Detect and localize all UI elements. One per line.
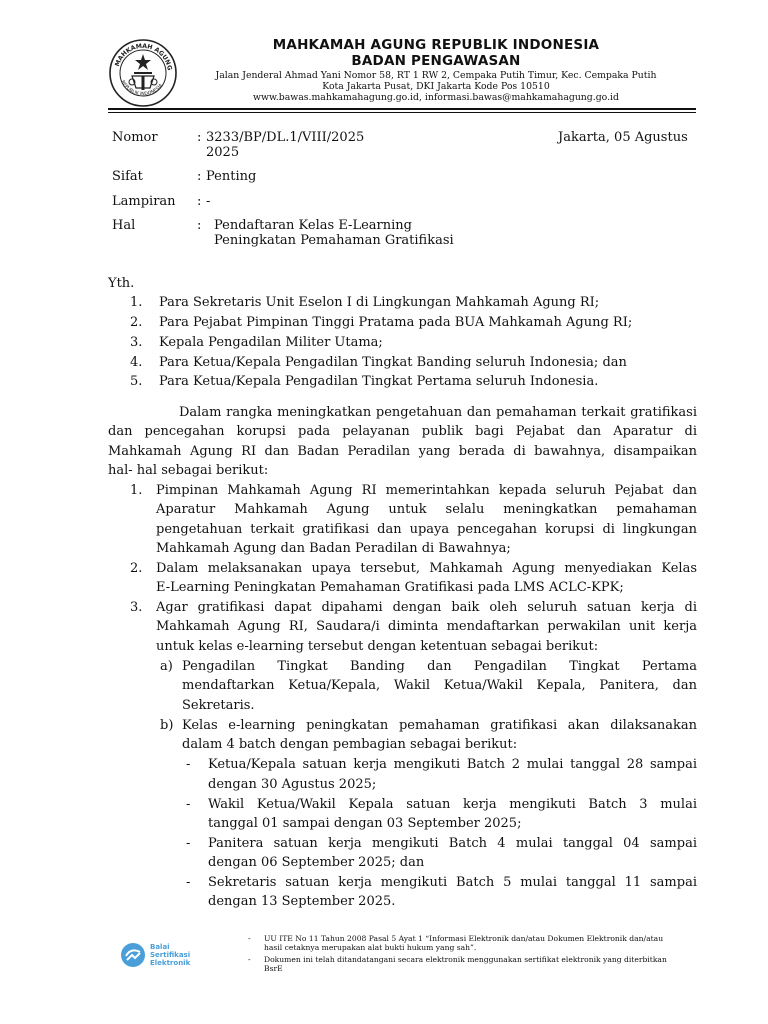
svg-text:REPUBLIK INDONESIA: REPUBLIK INDONESIA (119, 79, 165, 98)
nomor-value: 3233/BP/DL.1/VIII/2025 (206, 130, 365, 145)
batch-line: Panitera satuan kerja mengikuti Batch 4 mulai tanggal 04 sampai (208, 836, 697, 851)
intro-line: hal- hal sebagai berikut: (108, 463, 269, 478)
header-divider-thin (108, 112, 696, 113)
intro-line: dan pencegahan korupsi pada pelayanan publik bagi Pejabat dan Aparatur di (108, 424, 697, 439)
recipient-item: Para Sekretaris Unit Eselon I di Lingkungan Mahkamah Agung RI; (159, 295, 600, 310)
colon: : (197, 194, 202, 209)
hal-label: Hal (112, 218, 136, 233)
batch-line: Wakil Ketua/Wakil Kepala satuan kerja mengikuti Batch 3 mulai (208, 797, 697, 812)
recipient-number: 5. (130, 374, 143, 389)
bsre-text: Elektronik (150, 959, 191, 967)
nomor-value-cont: 2025 (206, 145, 240, 160)
batch-line: tanggal 01 sampai dengan 03 September 2025; (208, 816, 522, 831)
bsre-logo (120, 940, 204, 970)
footnote-line: UU ITE No 11 Tahun 2008 Pasal 5 Ayat 1 “Informasi Elektronik dan/atau Dokumen Elektronik dan/atau (264, 934, 664, 943)
point-line: Agar gratifikasi dapat dipahami dengan baik oleh seluruh satuan kerja di (156, 600, 697, 615)
footnote-line: Dokumen ini telah ditandatangani secara elektronik menggunakan sertifikat elektronik yang diterbitkan (264, 955, 667, 964)
address-line-2: Kota Jakarta Pusat, DKI Jakarta Kode Pos 10510 (322, 81, 550, 92)
lampiran-value: - (206, 194, 211, 209)
point-line: Mahkamah Agung RI, Saudara/i diminta mendaftarkan perwakilan unit kerja (156, 619, 697, 634)
point-line: Dalam melaksanakan upaya tersebut, Mahkamah Agung menyediakan Kelas (156, 561, 697, 576)
batch-line: dengan 06 September 2025; dan (208, 855, 425, 870)
point-line: pengetahuan terkait gratifikasi dan upaya pencegahan korupsi di lingkungan (156, 522, 697, 537)
recipient-item: Para Ketua/Kepala Pengadilan Tingkat Pertama seluruh Indonesia. (159, 374, 599, 389)
svg-text:MAHKAMAH AGUNG: MAHKAMAH AGUNG (113, 42, 173, 71)
hal-value-cont: Peningkatan Pemahaman Gratifikasi (214, 233, 454, 248)
recipient-number: 2. (130, 315, 143, 330)
batch-line: dengan 13 September 2025. (208, 894, 396, 909)
point-number: 1. (130, 483, 143, 498)
colon: : (197, 218, 202, 233)
intro-line: Mahkamah Agung RI dan Badan Peradilan yang berada di bawahnya, disampaikan (108, 444, 697, 459)
batch-line: dengan 30 Agustus 2025; (208, 777, 377, 792)
hal-value: Pendaftaran Kelas E-Learning (214, 218, 412, 233)
sifat-label: Sifat (112, 169, 143, 184)
point-number: 3. (130, 600, 143, 615)
subpoint-line: Pengadilan Tingkat Banding dan Pengadilan Tingkat Pertama (182, 659, 697, 674)
footnote-line: BsrE (264, 964, 283, 973)
recipient-number: 4. (130, 355, 143, 370)
bsre-icon (120, 942, 146, 968)
subpoint-label: b) (160, 718, 174, 733)
seal-icon (108, 38, 178, 108)
subpoint-line: dalam 4 batch dengan pembagian sebagai berikut: (182, 737, 518, 752)
address-line-3: www.bawas.mahkamahagung.go.id, informasi.bawas@mahkamahagung.go.id (253, 92, 619, 103)
org-subtitle: BADAN PENGAWASAN (351, 53, 521, 69)
salutation: Yth. (108, 276, 135, 291)
dash-bullet: - (186, 836, 191, 851)
recipient-number: 3. (130, 335, 143, 350)
intro-line: Dalam rangka meningkatkan pengetahuan dan pemahaman terkait gratifikasi (179, 405, 697, 420)
address-line-1: Jalan Jenderal Ahmad Yani Nomor 58, RT 1 RW 2, Cempaka Putih Timur, Kec. Cempaka Putih (215, 70, 657, 81)
recipient-item: Para Pejabat Pimpinan Tinggi Pratama pada BUA Mahkamah Agung RI; (159, 315, 633, 330)
nomor-label: Nomor (112, 130, 158, 145)
dash-bullet: - (186, 875, 191, 890)
point-line: Mahkamah Agung dan Badan Peradilan di Bawahnya; (156, 541, 511, 556)
point-number: 2. (130, 561, 143, 576)
point-line: Pimpinan Mahkamah Agung RI memerintahkan kepada seluruh Pejabat dan (156, 483, 697, 498)
batch-line: Sekretaris satuan kerja mengikuti Batch 5 mulai tanggal 11 sampai (208, 875, 697, 890)
recipient-number: 1. (130, 295, 143, 310)
footnote-bullet: - (248, 934, 251, 943)
header-divider (108, 108, 696, 110)
dash-bullet: - (186, 757, 191, 772)
colon: : (197, 169, 202, 184)
bsre-text: Sertifikasi (150, 951, 191, 959)
bsre-text: Balai (150, 943, 170, 951)
batch-line: Ketua/Kepala satuan kerja mengikuti Batch 2 mulai tanggal 28 sampai (208, 757, 697, 772)
point-line: E-Learning Peningkatan Pemahaman Gratifikasi pada LMS ACLC-KPK; (156, 580, 624, 595)
colon: : (197, 130, 202, 145)
sifat-value: Penting (206, 169, 257, 184)
org-title: MAHKAMAH AGUNG REPUBLIK INDONESIA (272, 37, 600, 53)
footnote-line: hasil cetaknya merupakan alat bukti hukum yang sah”. (264, 943, 477, 952)
footnote-bullet: - (248, 955, 251, 964)
recipient-item: Kepala Pengadilan Militer Utama; (159, 335, 383, 350)
subpoint-line: mendaftarkan Ketua/Kepala, Wakil Ketua/Wakil Kepala, Panitera, dan (182, 678, 697, 693)
lampiran-label: Lampiran (112, 194, 176, 209)
point-line: untuk kelas e-learning tersebut dengan ketentuan sebagai berikut: (156, 639, 599, 654)
subpoint-line: Kelas e-learning peningkatan pemahaman gratifikasi akan dilaksanakan (182, 718, 697, 733)
letter-date: Jakarta, 05 Agustus (558, 130, 688, 145)
dash-bullet: - (186, 797, 191, 812)
subpoint-label: a) (160, 659, 173, 674)
recipient-item: Para Ketua/Kepala Pengadilan Tingkat Banding seluruh Indonesia; dan (159, 355, 627, 370)
point-line: Aparatur Mahkamah Agung untuk selalu meningkatkan pemahaman (156, 502, 697, 517)
subpoint-line: Sekretaris. (182, 698, 255, 713)
